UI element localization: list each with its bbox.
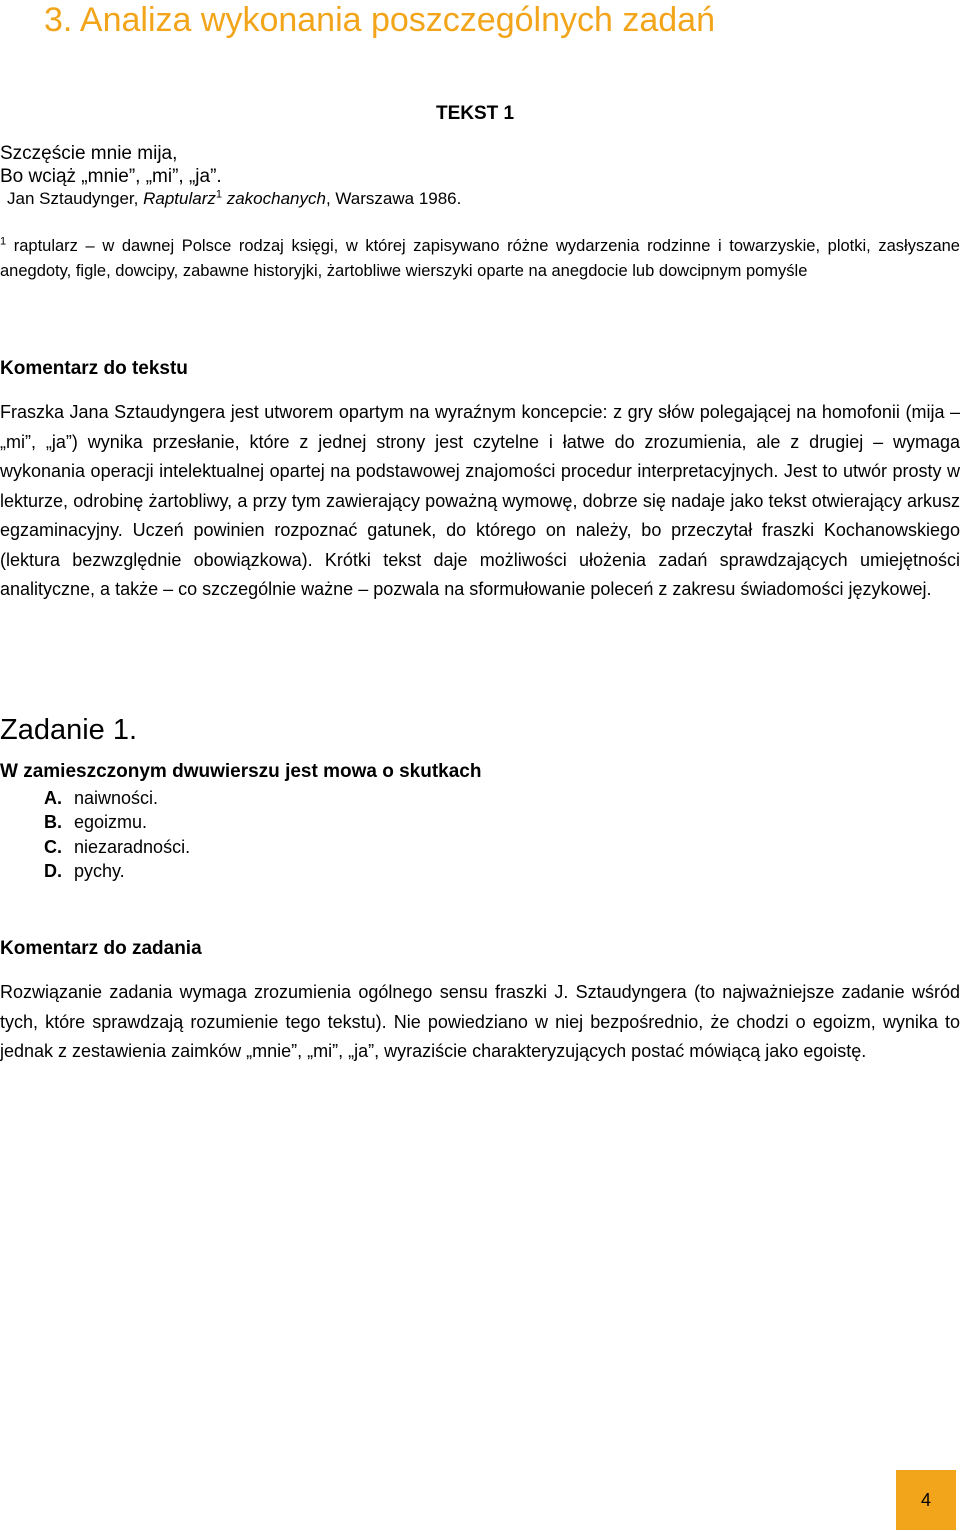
task-comment-body: Rozwiązanie zadania wymaga zrozumienia ogólnego sensu fraszki J. Sztaudyngera (to najważniejsze zadanie wśród tych, które sprawdzają rozumienie tego tekstu). Nie powiedziano w niej bezpośrednio, że chodzi o egoizm, wynika to jednak z zestawienia zaimków „mnie”, „mi”, „ja”, wyraziście charakteryzujących postać mówiącą jako egoistę. [0, 982, 960, 1061]
option-letter: C. [44, 836, 62, 857]
text-comment-heading: Komentarz do tekstu [0, 358, 188, 379]
task-question: W zamieszczonym dwuwierszu jest mowa o skutkach [0, 761, 482, 782]
footnote-text: raptularz – w dawnej Polsce rodzaj księgi, w której zapisywano różne wydarzenia rodzinne i towarzyskie, plotki, zasłyszane anegdoty, figle, dowcipy, zabawne historyjki, żartobliwe wierszyki oparte na anegdocie lub dowcipnym pomyśle [0, 237, 960, 280]
option-letter: B. [44, 812, 62, 833]
option-letter: D. [44, 860, 62, 881]
footnote [0, 234, 960, 283]
option-text: pychy. [74, 860, 125, 881]
text-comment-body: Fraszka Jana Sztaudyngera jest utworem opartym na wyraźnym koncepcie: z gry słów polegającej na homofonii (mija – „mi”, „ja”) wynika przesłanie, które z jednej strony jest czytelne i łatwe do zrozumienia, ale z drugiej – wymaga wykonania operacji intelektualnej opartej na podstawowej znajomości procedur interpretacyjnych. Jest to utwór prosty w lekturze, odrobinę żartobliwy, a przy tym zawierający poważną wymowę, dobrze się nadaje jako tekst otwierający arkusz egzaminacyjny. Uczeń powinien rozpoznać gatunek, do którego on należy, bo przeczytał fraszki Kochanowskiego (lektura bezwzględnie obowiązkowa). Krótki tekst daje możliwości ułożenia zadań sprawdzających umiejętności analityczne, a także – co szczególnie ważne – pozwala na sformułowanie poleceń z zakresu świadomości językowej. [0, 402, 960, 599]
poem-line-2: Bo wciąż „mnie”, „mi”, „ja”. [0, 166, 222, 187]
answer-option-c [44, 835, 190, 859]
text-label: TEKST 1 [436, 103, 515, 124]
source-author: Jan Sztaudynger, [7, 189, 144, 208]
answer-options [44, 786, 190, 883]
option-text: egoizmu. [74, 812, 148, 833]
source-book-part-1: Raptularz [143, 189, 216, 208]
option-text: naiwności. [74, 788, 159, 808]
poem-source [7, 188, 461, 210]
source-rest: , Warszawa 1986. [325, 189, 462, 208]
answer-option-a [44, 786, 190, 810]
task-comment-heading: Komentarz do zadania [0, 938, 202, 959]
option-letter: A. [44, 788, 62, 808]
section-title: 3. Analiza wykonania poszczególnych zadań [44, 1, 715, 39]
option-text: niezaradności. [74, 836, 191, 857]
page-number: 4 [920, 1489, 931, 1510]
answer-option-d [44, 859, 190, 883]
source-footnote-mark: 1 [215, 188, 222, 201]
source-book-part-2: zakochanych [221, 189, 326, 208]
answer-option-b [44, 810, 190, 834]
footnote-mark: 1 [0, 235, 7, 248]
page-number-box [896, 1470, 956, 1530]
task-title: Zadanie 1. [0, 714, 138, 746]
poem [0, 142, 222, 188]
poem-line-1: Szczęście mnie mija, [0, 143, 178, 164]
